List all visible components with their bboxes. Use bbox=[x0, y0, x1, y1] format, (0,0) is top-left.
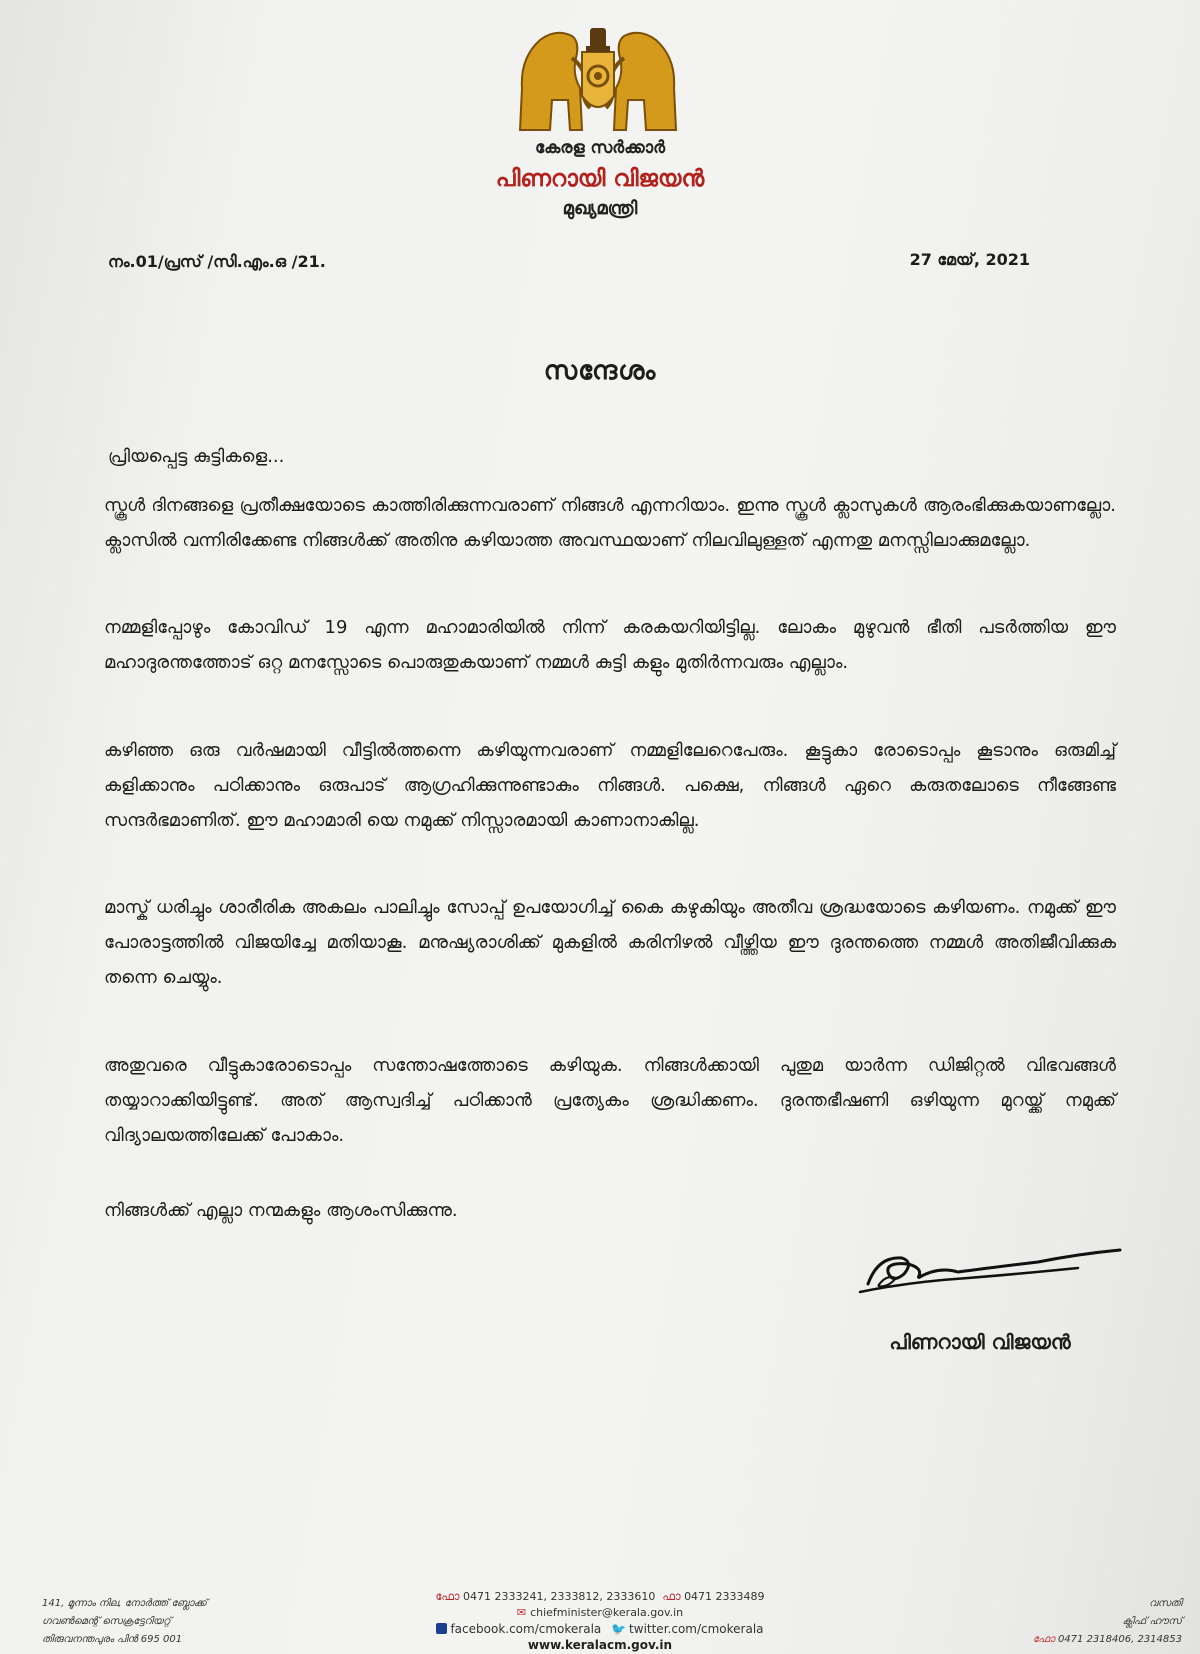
social-line bbox=[0, 1622, 1200, 1636]
twitter-icon: 🐦 bbox=[611, 1622, 627, 1636]
designation: മുഖ്യമന്ത്രി bbox=[562, 198, 638, 219]
office-address-line-3: തിരുവനന്തപുരം പിൻ 695 001 bbox=[42, 1634, 183, 1645]
office-address-line-2: ഗവൺമെന്റ് സെക്രട്ടേറിയറ്റ് bbox=[42, 1616, 171, 1627]
residence-phone: 0471 2318406, 2314853 bbox=[1057, 1634, 1182, 1645]
mail-icon: ✉ bbox=[516, 1606, 527, 1619]
paragraph-1: സ്കൂൾ ദിനങ്ങളെ പ്രതീക്ഷയോടെ കാത്തിരിക്കുന്നവരാണ് നിങ്ങൾ എന്നറിയാം. ഇന്നു സ്കൂൾ ക്ലാസുകൾ ആരംഭിക്കുകയാണല്ലോ. ക്ലാസിൽ വന്നിരിക്കേണ്ട നിങ്ങൾക്ക് അതിനു കഴിയാത്ത അവസ്ഥയാണ് നിലവിലുള്ളത് എന്നതു മനസ്സിലാക്കുമല്ലോ. bbox=[104, 495, 1116, 551]
residence-phone-label: ഫോ bbox=[1032, 1634, 1055, 1645]
paragraph-4: മാസ്ക് ധരിച്ചും ശാരീരിക അകലം പാലിച്ചും സോപ്പ് ഉപയോഗിച്ച് കൈ കഴുകിയും അതീവ ശ്രദ്ധയോടെ കഴിയണം. നമുക്ക് ഈ പോരാട്ടത്തിൽ വിജയിച്ചേ മതിയാകൂ. മനുഷ്യരാശിക്ക് മുകളിൽ കരിനിഴൽ വീഴ്ത്തിയ ഈ ദുരന്തത്തെ നമ്മൾ അതിജീവിക്കുക തന്നെ ചെയ്യും. bbox=[104, 897, 1116, 988]
paragraph-2: നമ്മളിപ്പോഴും കോവിഡ് 19 എന്ന മഹാമാരിയിൽ നിന്ന് കരകയറിയിട്ടില്ല. ലോകം മുഴുവൻ ഭീതി പടർത്തിയ ഈ മഹാദുരന്തത്തോട് ഒറ്റ മനസ്സോടെ പൊരുതുകയാണ് നമ്മൾ കുട്ടി കളും മുതിർന്നവരും എല്ലാം. bbox=[104, 617, 1116, 673]
phone-numbers: 0471 2333241, 2333812, 2333610 bbox=[462, 1590, 656, 1603]
signatory-name: പിണറായി വിജയൻ bbox=[889, 1330, 1071, 1354]
office-address-line-1: 141, മൂന്നാം നില, നോർത്ത് ബ്ലോക്ക് bbox=[42, 1598, 207, 1609]
kerala-emblem-icon bbox=[510, 18, 686, 140]
salutation: പ്രിയപ്പെട്ട കുട്ടികളെ... bbox=[108, 446, 285, 467]
email-line bbox=[0, 1606, 1200, 1619]
chief-minister-name: പിണറായി വിജയൻ bbox=[495, 166, 705, 192]
residence-name: ക്ലിഫ് ഹൗസ് bbox=[1122, 1616, 1182, 1627]
letter-heading: സന്ദേശം bbox=[543, 356, 657, 386]
paragraph-5: അതുവരെ വീട്ടുകാരോടൊപ്പം സന്തോഷത്തോടെ കഴിയുക. നിങ്ങൾക്കായി പുതുമ യാർന്ന ഡിജിറ്റൽ വിഭവങ്ങൾ തയ്യാറാക്കിയിട്ടുണ്ട്. അത് ആസ്വദിച്ച് പഠിക്കാൻ പ്രത്യേകം ശ്രദ്ധിക്കണം. ദുരന്തഭീഷണി ഒഴിയുന്ന മുറയ്ക്ക് നമുക്ക് വിദ്യാലയത്തിലേക്ക് പോകാം. bbox=[104, 1055, 1116, 1146]
reference-number: നം.01/പ്രസ് /സി.എം.ഒ /21. bbox=[108, 252, 326, 271]
twitter-link[interactable]: twitter.com/cmokerala bbox=[629, 1622, 764, 1636]
residence-label: വസതി bbox=[1149, 1598, 1182, 1609]
facebook-link[interactable]: facebook.com/cmokerala bbox=[450, 1622, 602, 1636]
government-name: കേരള സർക്കാർ bbox=[534, 138, 666, 158]
letter-date: 27 മേയ്, 2021 bbox=[909, 250, 1030, 269]
paragraph-3: കഴിഞ്ഞ ഒരു വർഷമായി വീട്ടിൽത്തന്നെ കഴിയുന്നവരാണ് നമ്മളിലേറെപേരും. കൂട്ടുകാ രോടൊപ്പം കൂടാനും ഒരുമിച്ച് കളിക്കാനും പഠിക്കാനും ഒരുപാട് ആഗ്രഹിക്കുന്നുണ്ടാകും നിങ്ങൾ. പക്ഷെ, നിങ്ങൾ ഏറെ കരുതലോടെ നീങ്ങേണ്ട സന്ദർഭമാണിത്. ഈ മഹാമാരി യെ നമുക്ക് നിസ്സാരമായി കാണാനാകില്ല. bbox=[104, 740, 1116, 831]
phone-fax-line bbox=[0, 1590, 1200, 1604]
facebook-icon bbox=[436, 1623, 447, 1634]
phone-label: ഫോ bbox=[435, 1590, 460, 1603]
website-link[interactable]: www.keralacm.gov.in bbox=[527, 1638, 673, 1652]
fax-number: 0471 2333489 bbox=[684, 1590, 765, 1603]
email-link[interactable]: chiefminister@kerala.gov.in bbox=[530, 1606, 684, 1619]
fax-label: ഫാ bbox=[662, 1590, 681, 1603]
signature bbox=[848, 1238, 1128, 1302]
closing-line: നിങ്ങൾക്ക് എല്ലാ നന്മകളും ആശംസിക്കുന്നു. bbox=[104, 1200, 458, 1221]
